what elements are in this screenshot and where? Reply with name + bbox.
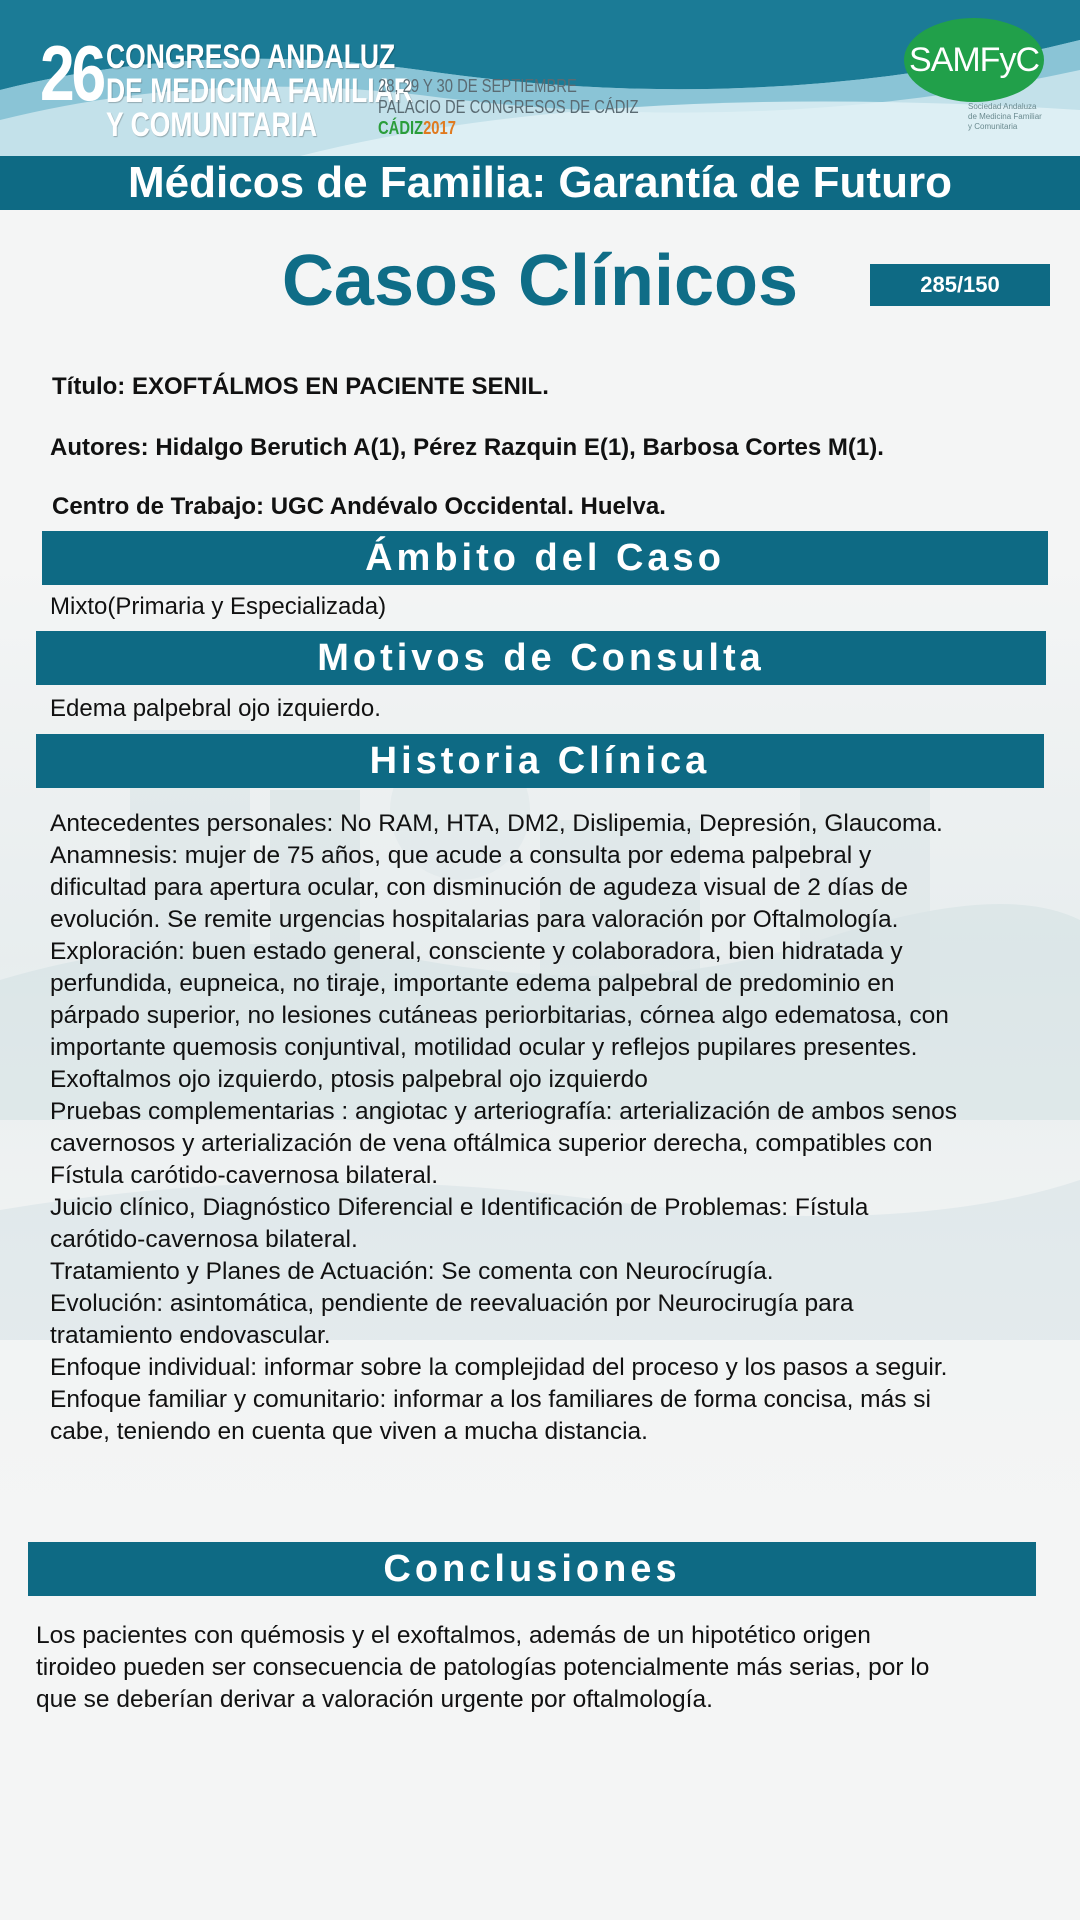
paragraph-line: tiroideo pueden ser consecuencia de patologías potencialmente más serias, por lo [36,1654,930,1681]
venue-line: PALACIO DE CONGRESOS DE CÁDIZ [378,97,639,117]
logo-subtitle-line: y Comunitaria [968,122,1018,131]
paragraph-line: párpado superior, no lesiones cutáneas periorbitarias, córnea algo edematosa, con [50,1002,949,1029]
ambito-text: Mixto(Primaria y Especializada) [50,593,387,620]
paragraph-line: importante quemosis conjuntival, motilidad ocular y reflejos pupilares presentes. [50,1034,918,1061]
congress-line: Y COMUNITARIA [106,106,318,144]
congress-number: 26 [40,29,104,117]
case-authors: Autores: Hidalgo Berutich A(1), Pérez Razquin E(1), Barbosa Cortes M(1). [50,434,884,461]
paragraph-line: carótido-cavernosa bilateral. [50,1226,358,1253]
page-title: Casos Clínicos [281,241,799,321]
motto-bar: Médicos de Familia: Garantía de Futuro [0,156,1080,210]
paragraph-line: que se deberían derivar a valoración urgente por oftalmología. [36,1686,713,1713]
paragraph-line: tratamiento endovascular. [50,1322,331,1349]
city-name: CÁDIZ [378,118,424,138]
paragraph-line: Tratamiento y Planes de Actuación: Se comenta con Neurocírugía. [50,1258,774,1285]
paragraph-line: perfundida, eupneica, no tiraje, importante edema palpebral de predominio en [50,970,895,997]
paragraph-line: Exoftalmos ojo izquierdo, ptosis palpebral ojo izquierdo [50,1066,648,1093]
motivos-text: Edema palpebral ojo izquierdo. [50,695,381,722]
section-heading-conclusiones: Conclusiones [28,1542,1036,1596]
samfyc-logo [904,18,1046,146]
logo-subtitle-line: Sociedad Andaluza [968,102,1037,111]
paragraph-line: cabe, teniendo en cuenta que viven a mucha distancia. [50,1418,648,1445]
paragraph-line: Los pacientes con quémosis y el exoftalmos, además de un hipotético origen [36,1622,871,1649]
congress-dates [378,76,696,139]
city-year [378,118,639,139]
year: 2017 [423,118,456,138]
conclusiones-text [36,1620,1046,1716]
date-line: 28, 29 Y 30 DE SEPTIEMBRE [378,76,577,96]
paragraph-line: Enfoque individual: informar sobre la complejidad del proceso y los pasos a seguir. [50,1354,948,1381]
paragraph-line: Anamnesis: mujer de 75 años, que acude a consulta por edema palpebral y [50,842,872,869]
congress-line: DE MEDICINA FAMILIAR [106,72,413,110]
section-heading-ambito: Ámbito del Caso [42,531,1048,585]
paragraph-line: Antecedentes personales: No RAM, HTA, DM2, Dislipemia, Depresión, Glaucoma. [50,810,943,837]
case-title: Título: EXOFTÁLMOS EN PACIENTE SENIL. [52,373,549,400]
section-heading-motivos: Motivos de Consulta [36,631,1046,685]
paragraph-line: cavernosos y arterialización de vena oftálmica superior derecha, compatibles con [50,1130,933,1157]
logo-subtitle-line: de Medicina Familiar [968,112,1042,121]
work-center: Centro de Trabajo: UGC Andévalo Occidental. Huelva. [52,493,666,520]
paragraph-line: Enfoque familiar y comunitario: informar a los familiares de forma concisa, más si [50,1386,931,1413]
section-heading-historia: Historia Clínica [36,734,1044,788]
paragraph-line: dificultad para apertura ocular, con disminución de agudeza visual de 2 días de [50,874,909,901]
paragraph-line: Pruebas complementarias : angiotac y arteriografía: arterialización de ambos senos [50,1098,957,1125]
logo-text: SAMFyC [909,41,1039,79]
paragraph-line: Juicio clínico, Diagnóstico Diferencial e Identificación de Problemas: Fístula [50,1194,869,1221]
historia-clinica-text [50,808,1050,1448]
paragraph-line: Evolución: asintomática, pendiente de reevaluación por Neurocirugía para [50,1290,854,1317]
paragraph-line: evolución. Se remite urgencias hospitalarias para valoración por Oftalmología. [50,906,899,933]
logo-subtitle [968,102,1048,132]
case-id-badge: 285/150 [870,264,1050,306]
header-banner [0,0,1080,156]
paragraph-line: Exploración: buen estado general, consciente y colaboradora, bien hidratada y [50,938,903,965]
congress-line: CONGRESO ANDALUZ [106,38,396,76]
paragraph-line: Fístula carótido-cavernosa bilateral. [50,1162,439,1189]
